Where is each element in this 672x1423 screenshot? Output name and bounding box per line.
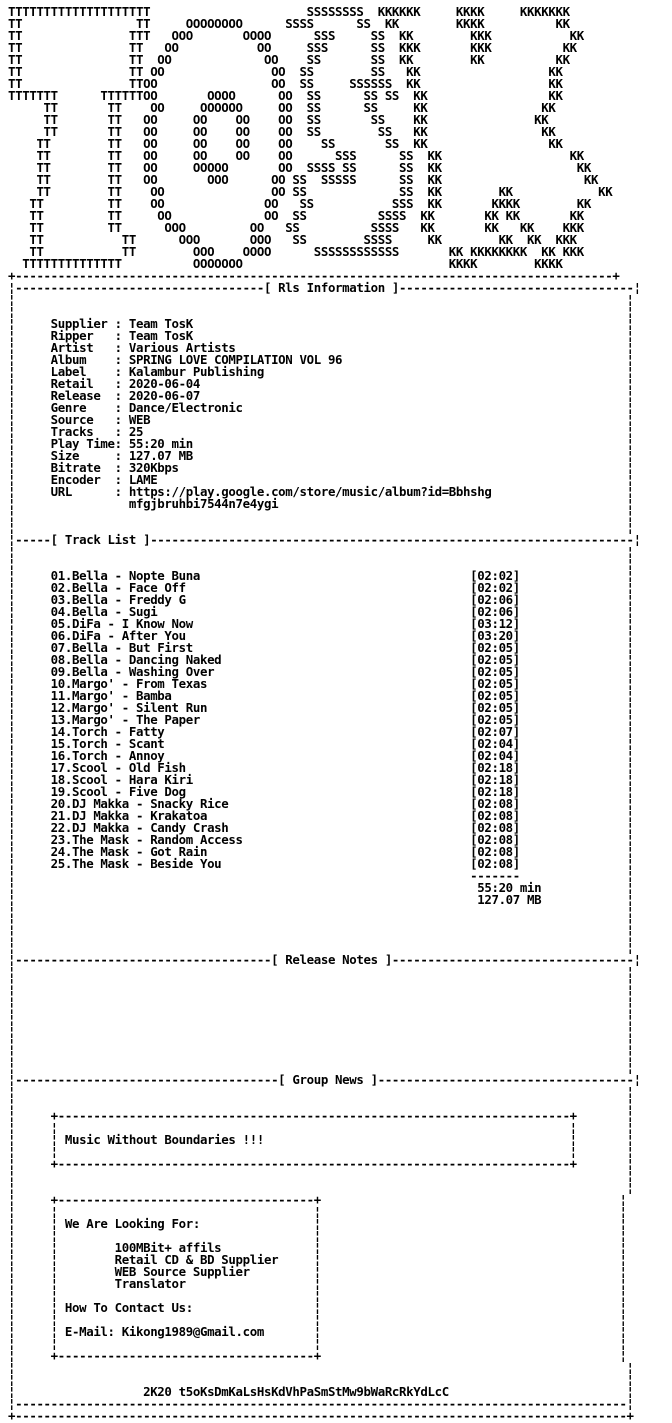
nfo-line: ¦ ------- ¦	[8, 868, 634, 883]
nfo-line: ¦-------------------------------------[ Group News ]------------------------------------¦	[8, 1072, 641, 1087]
nfo-line: ¦ ¦ WEB Source Supplier ¦ ¦	[8, 1264, 627, 1279]
nfo-line: ¦ ¦	[8, 928, 634, 943]
nfo-line: ¦-----------------------------------[ Rls Information ]---------------------------------¦	[8, 280, 641, 295]
nfo-line: TT TT OO OO SS SS KK KK KK	[8, 52, 570, 67]
nfo-line: ¦ Encoder : LAME ¦	[8, 472, 634, 487]
nfo-line: ¦ 127.07 MB ¦	[8, 892, 634, 907]
nfo-line: ¦ URL : https://play.google.com/store/music/album?id=Bbhshg ¦	[8, 484, 634, 499]
nfo-line: ¦ Source : WEB ¦	[8, 412, 634, 427]
nfo-line: ¦ ¦ ¦ ¦	[8, 1336, 627, 1351]
nfo-line: ¦ +------------------------------------------------------------------------+ ¦	[8, 1156, 634, 1171]
nfo-line: ¦ ¦	[8, 1048, 634, 1063]
nfo-line: ¦ ¦ ¦ ¦	[8, 1312, 627, 1327]
nfo-line: ¦ Play Time: 55:20 min ¦	[8, 436, 634, 451]
nfo-line: ¦ Bitrate : 320Kbps ¦	[8, 460, 634, 475]
nfo-line: ¦ ¦	[8, 304, 634, 319]
nfo-line: ¦ 06.DiFa - After You [03:20] ¦	[8, 628, 634, 643]
nfo-line: ¦ ¦ We Are Looking For: ¦ ¦	[8, 1216, 627, 1231]
nfo-line: ¦ ¦	[8, 1000, 634, 1015]
nfo-line: ¦ 17.Scool - Old Fish [02:18] ¦	[8, 760, 634, 775]
nfo-line: ¦ ¦	[8, 904, 634, 919]
nfo-line: ¦ ¦	[8, 520, 634, 535]
nfo-line: TT TT OO OO SS SS KK KK	[8, 64, 563, 79]
nfo-line: ¦ ¦	[8, 1012, 634, 1027]
nfo-line: ¦ ¦	[8, 544, 634, 559]
nfo-line: ¦ ¦ ¦ ¦	[8, 1204, 627, 1219]
nfo-line: ¦ 19.Scool - Five Dog [02:18] ¦	[8, 784, 634, 799]
nfo-line: ¦ 23.The Mask - Random Access [02:08] ¦	[8, 832, 634, 847]
nfo-line: TT TT OO OO OO OO SS SS KK KK	[8, 112, 549, 127]
nfo-line: ¦ 01.Bella - Nopte Buna [02:02] ¦	[8, 568, 634, 583]
nfo-line: TT TT OOO OOO SS SSSS KK KK KK KKK	[8, 232, 577, 247]
nfo-line: ¦ ¦	[8, 1372, 634, 1387]
nfo-line: ¦ 10.Margo' - From Texas [02:05] ¦	[8, 676, 634, 691]
nfo-line: ¦ ¦ Retail CD & BD Supplier ¦ ¦	[8, 1252, 627, 1267]
nfo-line: ¦ ¦ ¦ ¦	[8, 1288, 627, 1303]
nfo-line: ¦ ¦ ¦ ¦	[8, 1120, 634, 1135]
nfo-line: ¦ ¦	[8, 1180, 634, 1195]
nfo-line: ¦ ¦ How To Contact Us: ¦ ¦	[8, 1300, 627, 1315]
nfo-line: ¦ ¦	[8, 916, 634, 931]
nfo-line: ¦ ¦	[8, 1024, 634, 1039]
nfo-line: ¦-----[ Track List ]--------------------------------------------------------------------¦	[8, 532, 641, 547]
nfo-line: ¦ ¦ Music Without Boundaries !!! ¦ ¦	[8, 1132, 634, 1147]
nfo-line: ¦ Size : 127.07 MB ¦	[8, 448, 634, 463]
nfo-line: ¦ Genre : Dance/Electronic ¦	[8, 400, 634, 415]
nfo-line: ¦ 21.DJ Makka - Krakatoa [02:08] ¦	[8, 808, 634, 823]
nfo-line: ¦ ¦	[8, 1060, 634, 1075]
nfo-line: ¦ ¦	[8, 988, 634, 1003]
nfo-line: ¦ 04.Bella - Sugi [02:06] ¦	[8, 604, 634, 619]
nfo-line: ¦ 09.Bella - Washing Over [02:05] ¦	[8, 664, 634, 679]
nfo-line: ¦ 22.DJ Makka - Candy Crash [02:08] ¦	[8, 820, 634, 835]
nfo-line: TT TT OOO OOOO SSSSSSSSSSSS KK KKKKKKKK KK KKK	[8, 244, 584, 259]
nfo-line: ¦ Artist : Various Artists ¦	[8, 340, 634, 355]
nfo-line: ¦ 20.DJ Makka - Snacky Rice [02:08] ¦	[8, 796, 634, 811]
nfo-line: ¦ ¦	[8, 1096, 634, 1111]
nfo-line: ¦ +------------------------------------+ ¦	[8, 1348, 627, 1363]
nfo-line: TT TT OOO OO SS SSSS KK KK KK KKK	[8, 220, 584, 235]
nfo-line: TT TT OO OO SS SSS KK KKKK KK	[8, 196, 592, 211]
nfo-line: TT TT OO OO SS SS KK KK KK	[8, 184, 613, 199]
nfo-line: ¦ ¦ ¦ ¦	[8, 1228, 627, 1243]
nfo-line: ¦ ¦	[8, 292, 634, 307]
nfo-line: ¦ 08.Bella - Dancing Naked [02:05] ¦	[8, 652, 634, 667]
nfo-line: TT TT OO OOOOO OO SSSS SS SS KK KK	[8, 160, 592, 175]
nfo-line: ¦ 03.Bella - Freddy G [02:06] ¦	[8, 592, 634, 607]
nfo-line: ¦ 14.Torch - Fatty [02:07] ¦	[8, 724, 634, 739]
nfo-line: ¦ 25.The Mask - Beside You [02:08] ¦	[8, 856, 634, 871]
nfo-line: ¦ 2K20 t5oKsDmKaLsHsKdVhPaSmStMw9bWaRcRkYdLcC ¦	[8, 1384, 634, 1399]
nfo-line: ¦ ¦	[8, 1360, 634, 1375]
nfo-line: ¦--------------------------------------------------------------------------------------¦	[8, 1396, 634, 1411]
nfo-line: ¦ 24.The Mask - Got Rain [02:08] ¦	[8, 844, 634, 859]
nfo-line: ¦ ¦	[8, 1168, 634, 1183]
nfo-line: ¦ ¦	[8, 1036, 634, 1051]
nfo-line: ¦ 16.Torch - Annoy [02:04] ¦	[8, 748, 634, 763]
nfo-line: TT TT OO OOOOOO OO SS SS KK KK	[8, 100, 556, 115]
nfo-line: ¦ 15.Torch - Scant [02:04] ¦	[8, 736, 634, 751]
nfo-line: ¦ 07.Bella - But First [02:05] ¦	[8, 640, 634, 655]
nfo-line: ¦ ¦	[8, 964, 634, 979]
nfo-line: +--------------------------------------------------------------------------------------+	[8, 1408, 634, 1423]
nfo-line: ¦ Tracks : 25 ¦	[8, 424, 634, 439]
nfo-line: ¦ Ripper : Team TosK ¦	[8, 328, 634, 343]
nfo-line: ¦ ¦ E-Mail: Kikong1989@Gmail.com ¦ ¦	[8, 1324, 627, 1339]
nfo-line: ¦ ¦	[8, 556, 634, 571]
nfo-line: TTTTTTT TTTTTTOO OOOO OO SS SS SS KK KK	[8, 88, 563, 103]
nfo-line: ¦ ¦ ¦ ¦	[8, 1144, 634, 1159]
nfo-line: +------------------------------------------------------------------------------------+	[8, 268, 620, 283]
nfo-line: TT TT OO OO OO OO SSS SS KK KK	[8, 148, 584, 163]
nfo-line: ¦ Release : 2020-06-07 ¦	[8, 388, 634, 403]
nfo-line: ¦ Supplier : Team TosK ¦	[8, 316, 634, 331]
nfo-line: ¦ ¦	[8, 508, 634, 523]
nfo-line: TT TT OO OOO OO SS SSSSS SS KK KK	[8, 172, 599, 187]
nfo-line: ¦ ¦	[8, 1084, 634, 1099]
nfo-line: ¦ 18.Scool - Hara Kiri [02:18] ¦	[8, 772, 634, 787]
nfo-line: TT TTOO OO SS SSSSSS KK KK	[8, 76, 563, 91]
nfo-line: TT TTT OOO OOOO SSS SS KK KKK KK	[8, 28, 584, 43]
nfo-line: ¦ ¦	[8, 976, 634, 991]
nfo-line: ¦ Label : Kalambur Publishing ¦	[8, 364, 634, 379]
nfo-line: TT TT OO OO SSS SS KKK KKK KK	[8, 40, 577, 55]
nfo-line: ¦ 11.Margo' - Bamba [02:05] ¦	[8, 688, 634, 703]
nfo-line: ¦ mfgjbruhbi7544n7e4ygi ¦	[8, 496, 634, 511]
nfo-line: ¦ 02.Bella - Face Off [02:02] ¦	[8, 580, 634, 595]
nfo-line: ¦ Album : SPRING LOVE COMPILATION VOL 96 ¦	[8, 352, 634, 367]
nfo-line: TT TT OO OO OO OO SS SS KK KK	[8, 136, 563, 151]
nfo-line: ¦ ¦ Translator ¦ ¦	[8, 1276, 627, 1291]
nfo-line: ¦ 55:20 min ¦	[8, 880, 634, 895]
nfo-line: TT TT OO OO OO OO SS SS KK KK	[8, 124, 556, 139]
nfo-line: TT TT OO OO SS SSSS KK KK KK KK	[8, 208, 584, 223]
nfo-line: ¦ ¦ 100MBit+ affils ¦ ¦	[8, 1240, 627, 1255]
nfo-line: ¦ 05.DiFa - I Know Now [03:12] ¦	[8, 616, 634, 631]
nfo-line: TT TT OOOOOOOO SSSS SS KK KKKK KK	[8, 16, 570, 31]
nfo-line: ¦ +------------------------------------------------------------------------+ ¦	[8, 1108, 634, 1123]
nfo-line: ¦------------------------------------[ Release Notes ]----------------------------------¦	[8, 952, 641, 967]
nfo-line: TTTTTTTTTTTTTTTTTTTT SSSSSSSS KKKKKK KKKK KKKKKKK	[8, 4, 570, 19]
nfo-line: TTTTTTTTTTTTTT OOOOOOO KKKK KKKK	[8, 256, 563, 271]
nfo-line: ¦ +------------------------------------+ ¦	[8, 1192, 627, 1207]
nfo-line: ¦ 12.Margo' - Silent Run [02:05] ¦	[8, 700, 634, 715]
nfo-line: ¦ ¦	[8, 940, 634, 955]
nfo-line: ¦ Retail : 2020-06-04 ¦	[8, 376, 634, 391]
nfo-line: ¦ 13.Margo' - The Paper [02:05] ¦	[8, 712, 634, 727]
